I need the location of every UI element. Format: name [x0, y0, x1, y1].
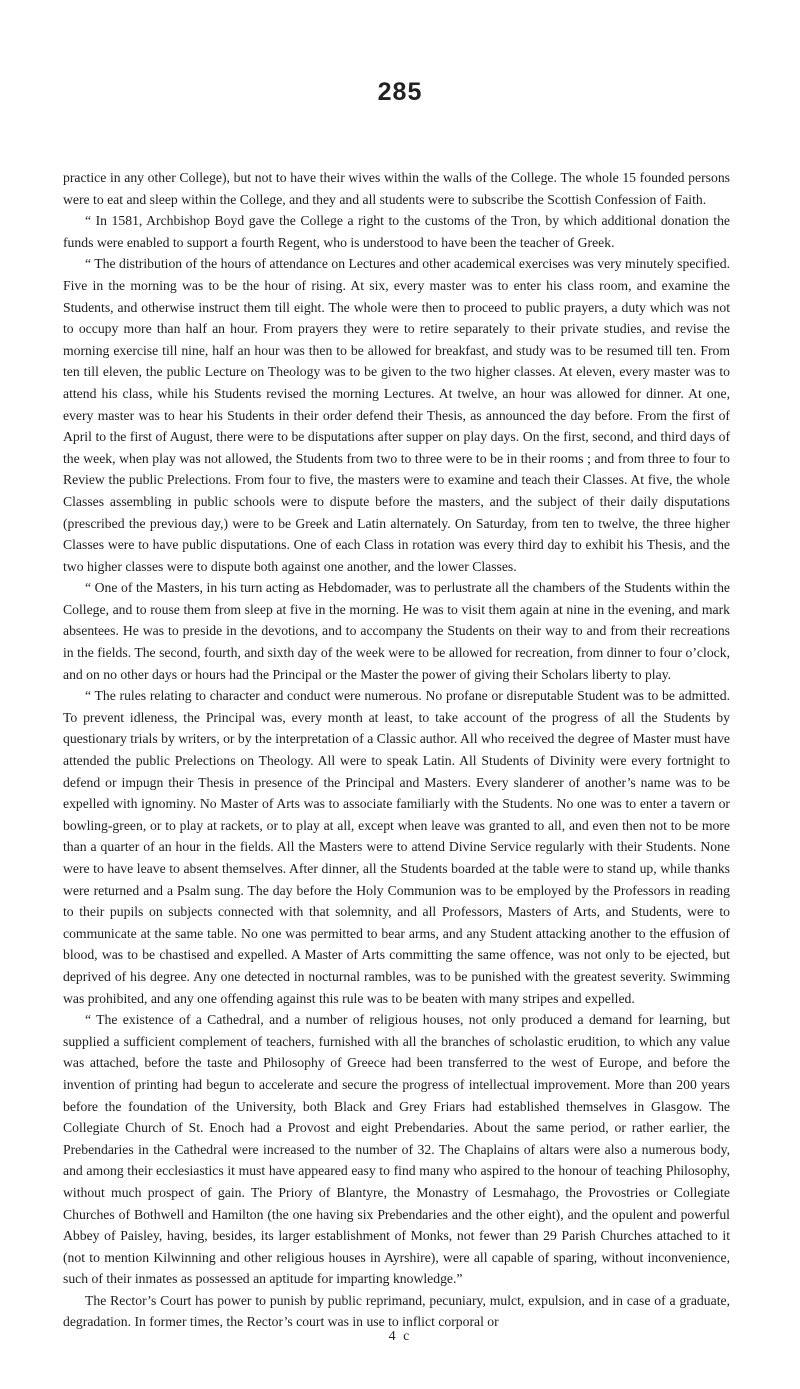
- paragraph-7: The Rector’s Court has power to punish by public reprimand, pecuniary, mulct, expulsion, and in case of a graduate, degradation. In former times, the Rector’s court was in use to inflict corporal or: [63, 1292, 730, 1330]
- printer-signature-mark: 4 c: [388, 1329, 412, 1344]
- body-text: [63, 167, 730, 1333]
- page-number: 285: [377, 78, 423, 106]
- paragraph-2: “ In 1581, Archbishop Boyd gave the College a right to the customs of the Tron, by which additional donation the funds were enabled to support a fourth Regent, who is understood to have been the teacher of Greek.: [63, 213, 730, 250]
- paragraph-5: “ The rules relating to character and conduct were numerous. No profane or disreputable Student was to be admitted. To prevent idleness, the Principal was, every month at least, to take account of the progress of all the Students by questionary trials by writers, or by the interpretation of a Classic author. All who received the degree of Master must have attended the public Prelections on Theology. All were to speak Latin. All Students of Divinity were every fortnight to defend or impugn their Thesis in presence of the Principal and Masters. Every slanderer of another’s name was to be expelled with ignominy. No Master of Arts was to associate familiarly with the Students. No one was to enter a tavern or bowling-green, or to play at rackets, or to play at all, except when leave was granted to all, and even then not to be more than a quarter of an hour in the fields. All the Masters were to attend Divine Service regularly with their Students. None were to have leave to absent themselves. After dinner, all the Students boarded at the table were to stand up, while thanks were returned and a Psalm sung. The day before the Holy Communion was to be employed by the Professors in reading to their pupils on subjects connected with that solemnity, and all Professors, Masters of Arts, and Students, were to communicate at the same table. No one was permitted to bear arms, and any Student attacking another to the effusion of blood, was to be chastised and expelled. A Master of Arts committing the same offence, was not only to be ejected, but deprived of his degree. Any one detected in nocturnal rambles, was to be punished with the greatest severity. Swimming was prohibited, and any one offending against this rule was to be beaten with many stripes and expelled.: [63, 688, 730, 1006]
- paragraph-3: “ The distribution of the hours of attendance on Lectures and other academical exercises was very minutely specified. Five in the morning was to be the hour of rising. At six, every master was to enter his class room, and examine the Students, and otherwise instruct them till eight. The whole were then to proceed to public prayers, a duty which was not to occupy more than half an hour. From prayers they were to retire separately to their private studies, and revise the morning exercise till nine, half an hour was then to be allowed for breakfast, and study was to be resumed till ten. From ten till eleven, the public Lecture on Theology was to be given to the two higher classes. At eleven, every master was to attend his class, while his Students revised the morning Lectures. At twelve, an hour was allowed for dinner. At one, every master was to hear his Students in their order defend their Thesis, as announced the day before. From the first of April to the first of August, there were to be disputations after supper on play days. On the first, second, and third days of the week, when play was not allowed, the Students from two to three were to be in their rooms ; and from three to four to Review the public Prelections. From four to five, the masters were to examine and teach their Classes. At five, the whole Classes assembling in public schools were to dispute before the masters, and the subject of their daily disputations (prescribed the previous day,) were to be Greek and Latin alternately. On Saturday, from ten to twelve, the three higher Classes were to have public disputations. One of each Class in rotation was every third day to exhibit his Thesis, and the two higher classes were to dispute both against one another, and the lower Classes.: [63, 256, 730, 574]
- paragraph-1: practice in any other College), but not to have their wives within the walls of the College. The whole 15 founded persons were to eat and sleep within the College, and they and all students were to subscribe the Scottish Confession of Faith.: [63, 170, 730, 207]
- paragraph-4: “ One of the Masters, in his turn acting as Hebdomader, was to perlustrate all the chambers of the Students within the College, and to rouse them from sleep at five in the morning. He was to visit them again at nine in the evening, and mark absentees. He was to preside in the devotions, and to accompany the Students on their way to and from their recreations in the fields. The second, fourth, and sixth day of the week were to be allowed for recreation, from dinner to four o’clock, and on no other days or hours had the Principal or the Master the power of giving their Scholars liberty to play.: [63, 580, 730, 682]
- paragraph-6: “ The existence of a Cathedral, and a number of religious houses, not only produced a demand for learning, but supplied a sufficient complement of teachers, furnished with all the branches of scholastic erudition, to which any value was attached, before the taste and Philosophy of Greece had been transferred to the west of Europe, and before the invention of printing had begun to accelerate and secure the progress of intellectual improvement. More than 200 years before the foundation of the University, both Black and Grey Friars had established themselves in Glasgow. The Collegiate Church of St. Enoch had a Provost and eight Prebendaries. About the same period, or rather earlier, the Prebendaries in the Cathedral were increased to the number of 32. The Chaplains of altars were also a numerous body, and among their ecclesiastics it must have appeared easy to find many who aspired to the honour of teaching Philosophy, without much prospect of gain. The Priory of Blantyre, the Monastry of Lesmahago, the Provostries or Collegiate Churches of Bothwell and Hamilton (the one having six Prebendaries and the other eight), and the opulent and powerful Abbey of Paisley, having, besides, its larger establishment of Monks, not fewer than 29 Parish Churches attached to it (not to mention Kilwinning and other religious houses in Ayrshire), were all capable of sparing, without inconvenience, such of their inmates as possessed an aptitude for imparting knowledge.”: [63, 1012, 730, 1287]
